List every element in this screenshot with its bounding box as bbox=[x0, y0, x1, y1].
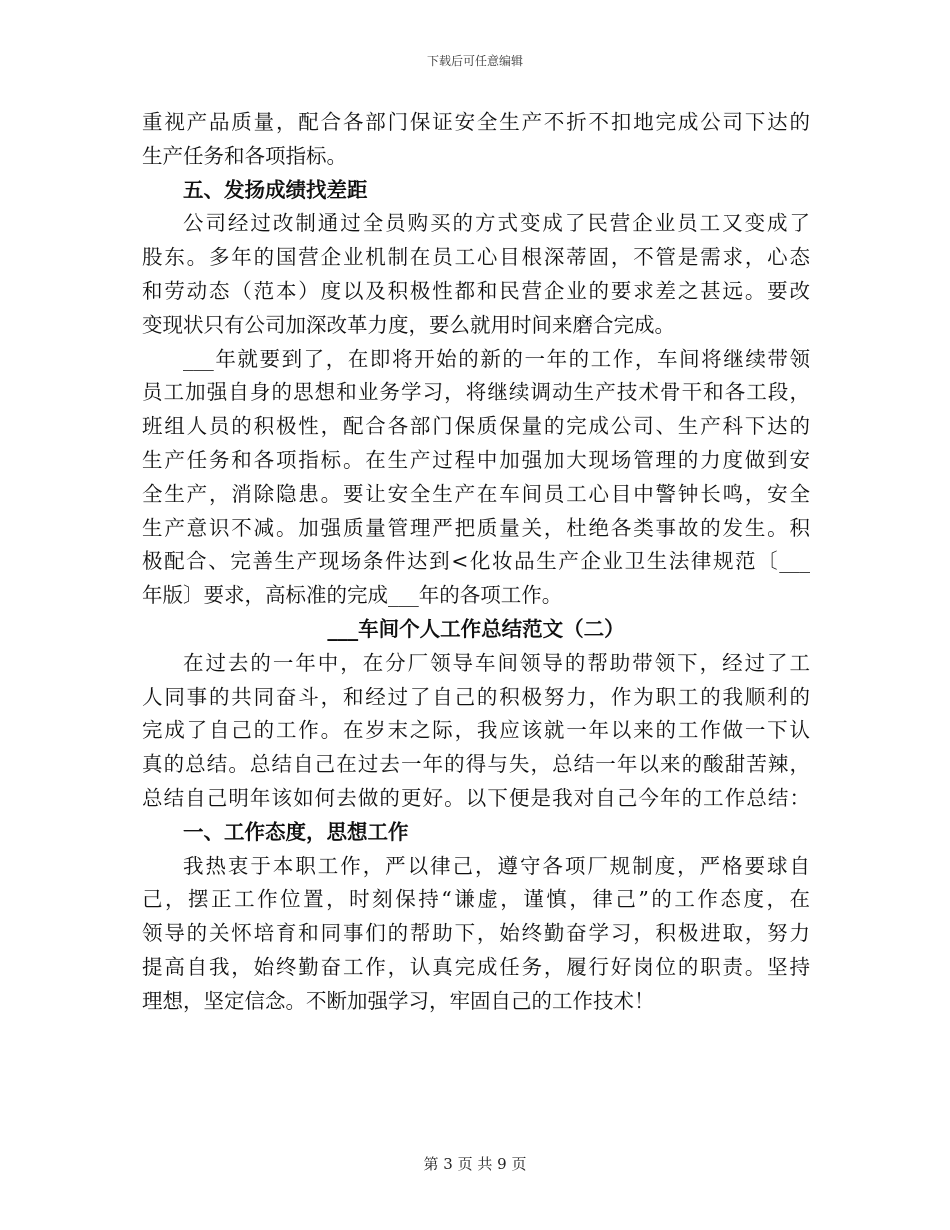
body-line: 年版〕要求，高标准的完成___年的各项工作。 bbox=[142, 583, 563, 608]
body-line: 完成了自己的工作。在岁末之际，我应该就一年以来的工作做一下认 bbox=[142, 718, 810, 743]
body-line: 变现状只有公司加深改革力度，要么就用时间来磨合完成。 bbox=[142, 312, 675, 337]
body-line: 人同事的共同奋斗，和经过了自己的积极努力，作为职工的我顺利的 bbox=[142, 684, 810, 709]
page-number: 第 3 页 共 9 页 bbox=[423, 1155, 527, 1173]
body-line: 领导的关怀培育和同事们的帮助下，始终勤奋学习，积极进取，努力 bbox=[142, 921, 810, 946]
section-heading: 一、工作态度，思想工作 bbox=[183, 819, 409, 844]
body-line: 提高自我，始终勤奋工作，认真完成任务，履行好岗位的职责。坚持 bbox=[142, 954, 810, 979]
body-line: 和劳动态（范本）度以及积极性都和民营企业的要求差之甚远。要改 bbox=[142, 278, 810, 303]
body-line: 生产任务和各项指标。 bbox=[142, 143, 347, 168]
article-title: ___车间个人工作总结范文（二） bbox=[327, 616, 625, 641]
body-line: 公司经过改制通过全员购买的方式变成了民营企业员工又变成了 bbox=[183, 211, 810, 236]
body-line: 重视产品质量，配合各部门保证安全生产不折不扣地完成公司下达的 bbox=[142, 110, 810, 134]
body-line: 理想，坚定信念。不断加强学习，牢固自己的工作技术！ bbox=[142, 988, 655, 1013]
body-line: 总结自己明年该如何去做的更好。以下便是我对自己今年的工作总结： bbox=[142, 785, 810, 810]
body-line: 我热衷于本职工作，严以律己，遵守各项厂规制度，严格要球自 bbox=[183, 853, 810, 878]
body-line: ___年就要到了，在即将开始的新的一年的工作，车间将继续带领 bbox=[183, 346, 810, 371]
section-heading: 五、发扬成绩找差距 bbox=[183, 177, 368, 202]
body-line: 股东。多年的国营企业机制在员工心目根深蒂固，不管是需求，心态 bbox=[142, 245, 810, 270]
document-body bbox=[142, 106, 810, 1019]
body-line: 员工加强自身的思想和业务学习，将继续调动生产技术骨干和各工段， bbox=[142, 380, 810, 405]
page-header: 下载后可任意编辑 bbox=[426, 54, 523, 68]
body-line: 在过去的一年中，在分厂领导车间领导的帮助带领下，经过了工 bbox=[183, 650, 810, 675]
body-line: 生产任务和各项指标。在生产过程中加强加大现场管理的力度做到安 bbox=[142, 447, 810, 472]
body-line: 班组人员的积极性，配合各部门保质保量的完成公司、生产科下达的 bbox=[142, 414, 810, 439]
body-line: 极配合、完善生产现场条件达到<化妆品生产企业卫生法律规范〔___ bbox=[142, 549, 810, 574]
body-line: 生产意识不减。加强质量管理严把质量关，杜绝各类事故的发生。积 bbox=[142, 515, 810, 540]
body-line: 真的总结。总结自己在过去一年的得与失，总结一年以来的酸甜苦辣， bbox=[142, 752, 810, 777]
body-line: 全生产，消除隐患。要让安全生产在车间员工心目中警钟长鸣，安全 bbox=[142, 481, 810, 506]
body-line: 己，摆正工作位置，时刻保持“谦虚，谨慎，律己”的工作态度，在 bbox=[142, 887, 810, 912]
